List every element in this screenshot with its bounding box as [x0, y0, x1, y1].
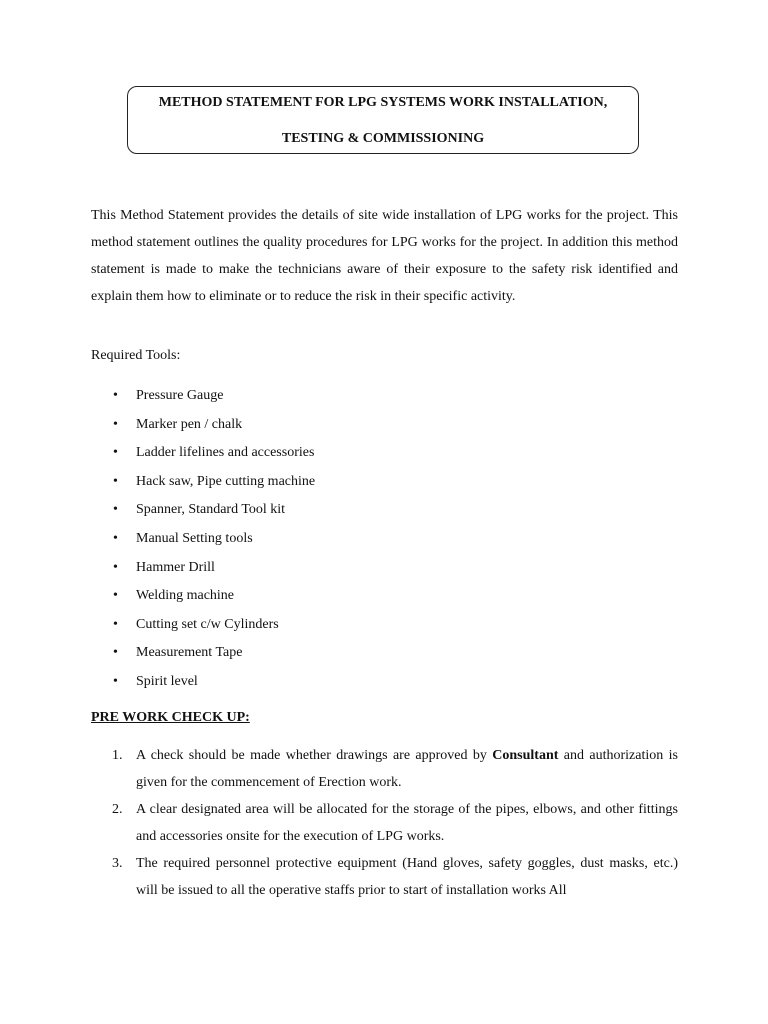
bullet-icon: • [113, 559, 118, 575]
item-number: 3. [112, 856, 123, 871]
list-item [91, 639, 678, 668]
tool-label: Ladder lifelines and accessories [136, 445, 315, 461]
title-line-2: TESTING & COMMISSIONING [281, 131, 485, 146]
list-item [91, 582, 678, 611]
bullet-icon: • [113, 673, 118, 689]
tool-label: Measurement Tape [136, 645, 243, 661]
consultant-emphasis: Consultant [492, 748, 559, 763]
list-item [91, 554, 678, 583]
bullet-icon: • [113, 530, 118, 546]
tools-list [91, 382, 678, 697]
tool-label: Hammer Drill [136, 559, 215, 575]
tool-label: Welding machine [136, 588, 235, 604]
tool-label: Manual Setting tools [136, 530, 253, 546]
bullet-icon: • [113, 502, 118, 518]
required-tools-label: Required Tools: [91, 348, 181, 363]
bullet-icon: • [113, 588, 118, 604]
bullet-icon: • [113, 416, 118, 432]
list-item [91, 468, 678, 497]
item-text-before: A check should be made whether drawings are approved by [136, 748, 493, 763]
list-item [91, 668, 678, 697]
tool-label: Marker pen / chalk [136, 416, 243, 432]
list-item [91, 742, 678, 796]
list-item [91, 796, 678, 850]
list-item [91, 411, 678, 440]
item-number: 2. [112, 802, 123, 817]
pre-work-list [91, 742, 678, 904]
list-item [91, 525, 678, 554]
tool-label: Cutting set c/w Cylinders [136, 616, 279, 632]
pre-work-heading: PRE WORK CHECK UP: [91, 710, 250, 725]
item-text-after: and authorization is given for the commencement of Erection work. [136, 748, 678, 790]
bullet-icon: • [113, 645, 118, 661]
bullet-icon: • [113, 388, 118, 403]
list-item [91, 382, 678, 411]
bullet-icon: • [113, 473, 118, 489]
list-item [91, 439, 678, 468]
tool-label: Spanner, Standard Tool kit [136, 502, 286, 518]
bullet-icon: • [113, 445, 118, 461]
tool-label: Pressure Gauge [136, 388, 224, 403]
tool-label: Hack saw, Pipe cutting machine [136, 473, 316, 489]
item-text: The required personnel protective equipment (Hand gloves, safety goggles, dust masks, etc.) will be issued to all the operative staffs prior to start of installation works All [136, 856, 678, 898]
list-item [91, 611, 678, 640]
title-box [127, 86, 639, 154]
title-line-1: METHOD STATEMENT FOR LPG SYSTEMS WORK INSTALLATION, [158, 95, 608, 110]
item-number: 1. [112, 748, 123, 763]
bullet-icon: • [113, 616, 118, 632]
tool-label: Spirit level [136, 673, 198, 689]
list-item [91, 496, 678, 525]
intro-paragraph: This Method Statement provides the details of site wide installation of LPG works for the project. This method statement outlines the quality procedures for LPG works for the project. In addition this method statement is made to make the technicians aware of their exposure to the safety risk identified and explain them how to eliminate or to reduce the risk in their specific activity. [91, 208, 678, 304]
list-item [91, 850, 678, 904]
item-text: A clear designated area will be allocated for the storage of the pipes, elbows, and other fittings and accessories onsite for the execution of LPG works. [136, 802, 678, 844]
